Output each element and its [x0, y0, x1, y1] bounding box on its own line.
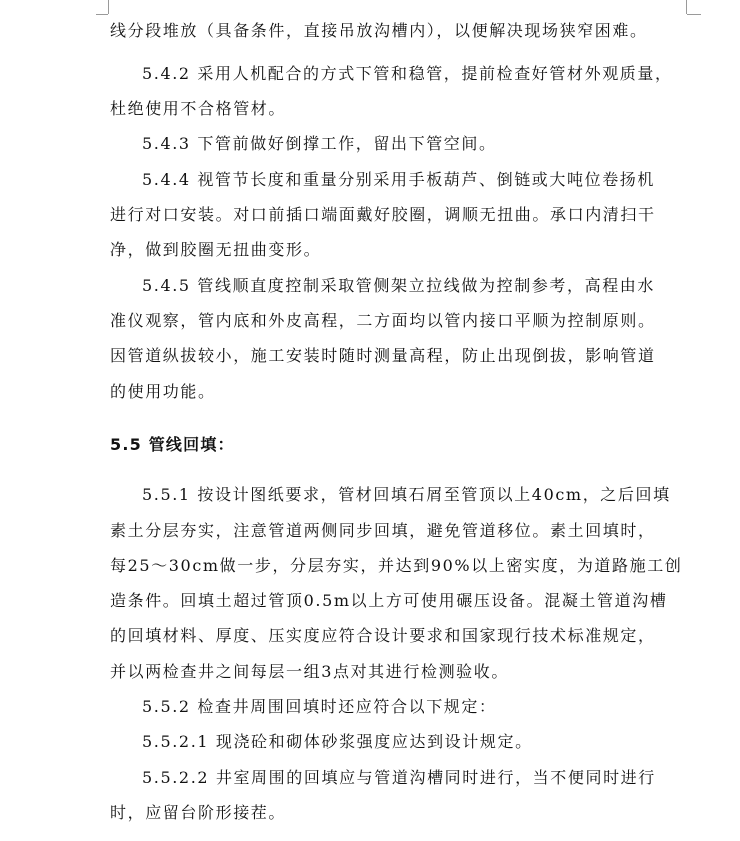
- paragraph-line: 线分段堆放（具备条件，直接吊放沟槽内），以便解决现场狭窄困难。: [110, 21, 648, 40]
- paragraph-line: 的使用功能。: [110, 382, 216, 401]
- paragraph-line: 进行对口安装。对口前插口端面戴好胶圈，调顺无扭曲。承口内清扫干: [110, 205, 656, 224]
- crop-mark-top-left-horizontal: [96, 14, 108, 15]
- paragraph-line: 5.4.2 采用人机配合的方式下管和稳管，提前检查好管材外观质量，: [142, 64, 673, 83]
- paragraph-line: 5.4.4 视管节长度和重量分别采用手板葫芦、倒链或大吨位卷扬机: [142, 170, 655, 189]
- paragraph-line: 因管道纵拔较小，施工安装时随时测量高程，防止出现倒拔，影响管道: [110, 346, 656, 365]
- paragraph-line: 时，应留台阶形接茬。: [110, 803, 287, 822]
- crop-mark-top-right-horizontal: [687, 14, 701, 15]
- paragraph-line: 并以两检查井之间每层一组3点对其进行检测验收。: [110, 662, 509, 681]
- paragraph-line: 杜绝使用不合格管材。: [110, 99, 287, 118]
- paragraph-line: 造条件。回填土超过管顶0.5m以上方可使用碾压设备。混凝土管道沟槽: [110, 591, 668, 610]
- paragraph-line: 5.5.1 按设计图纸要求，管材回填石屑至管顶以上40cm，之后回填: [142, 485, 671, 504]
- paragraph-line: 准仪观察，管内底和外皮高程，二方面均以管内接口平顺为控制原则。: [110, 311, 656, 330]
- crop-mark-top-right: [686, 0, 687, 14]
- paragraph-line: 净，做到胶圈无扭曲变形。: [110, 240, 322, 259]
- section-heading: 5.5 管线回填：: [110, 435, 235, 454]
- crop-mark-top-left: [108, 0, 109, 14]
- paragraph-line: 5.4.5 管线顺直度控制采取管侧架立拉线做为控制参考，高程由水: [142, 276, 655, 295]
- paragraph-line: 5.4.3 下管前做好倒撑工作，留出下管空间。: [142, 134, 497, 153]
- paragraph-line: 5.5.2 检查井周围回填时还应符合以下规定：: [142, 697, 497, 716]
- paragraph-line: 素土分层夯实，注意管道两侧同步回填，避免管道移位。素土回填时，: [110, 521, 656, 540]
- paragraph-line: 5.5.2.1 现浇砼和砌体砂浆强度应达到设计规定。: [142, 732, 533, 751]
- paragraph-line: 的回填材料、厚度、压实度应符合设计要求和国家现行技术标准规定，: [110, 626, 656, 645]
- paragraph-line: 5.5.2.2 井室周围的回填应与管道沟槽同时进行，当不便同时进行: [142, 768, 656, 787]
- paragraph-line: 每25～30cm做一步，分层夯实，并达到90%以上密实度，为道路施工创: [110, 556, 683, 575]
